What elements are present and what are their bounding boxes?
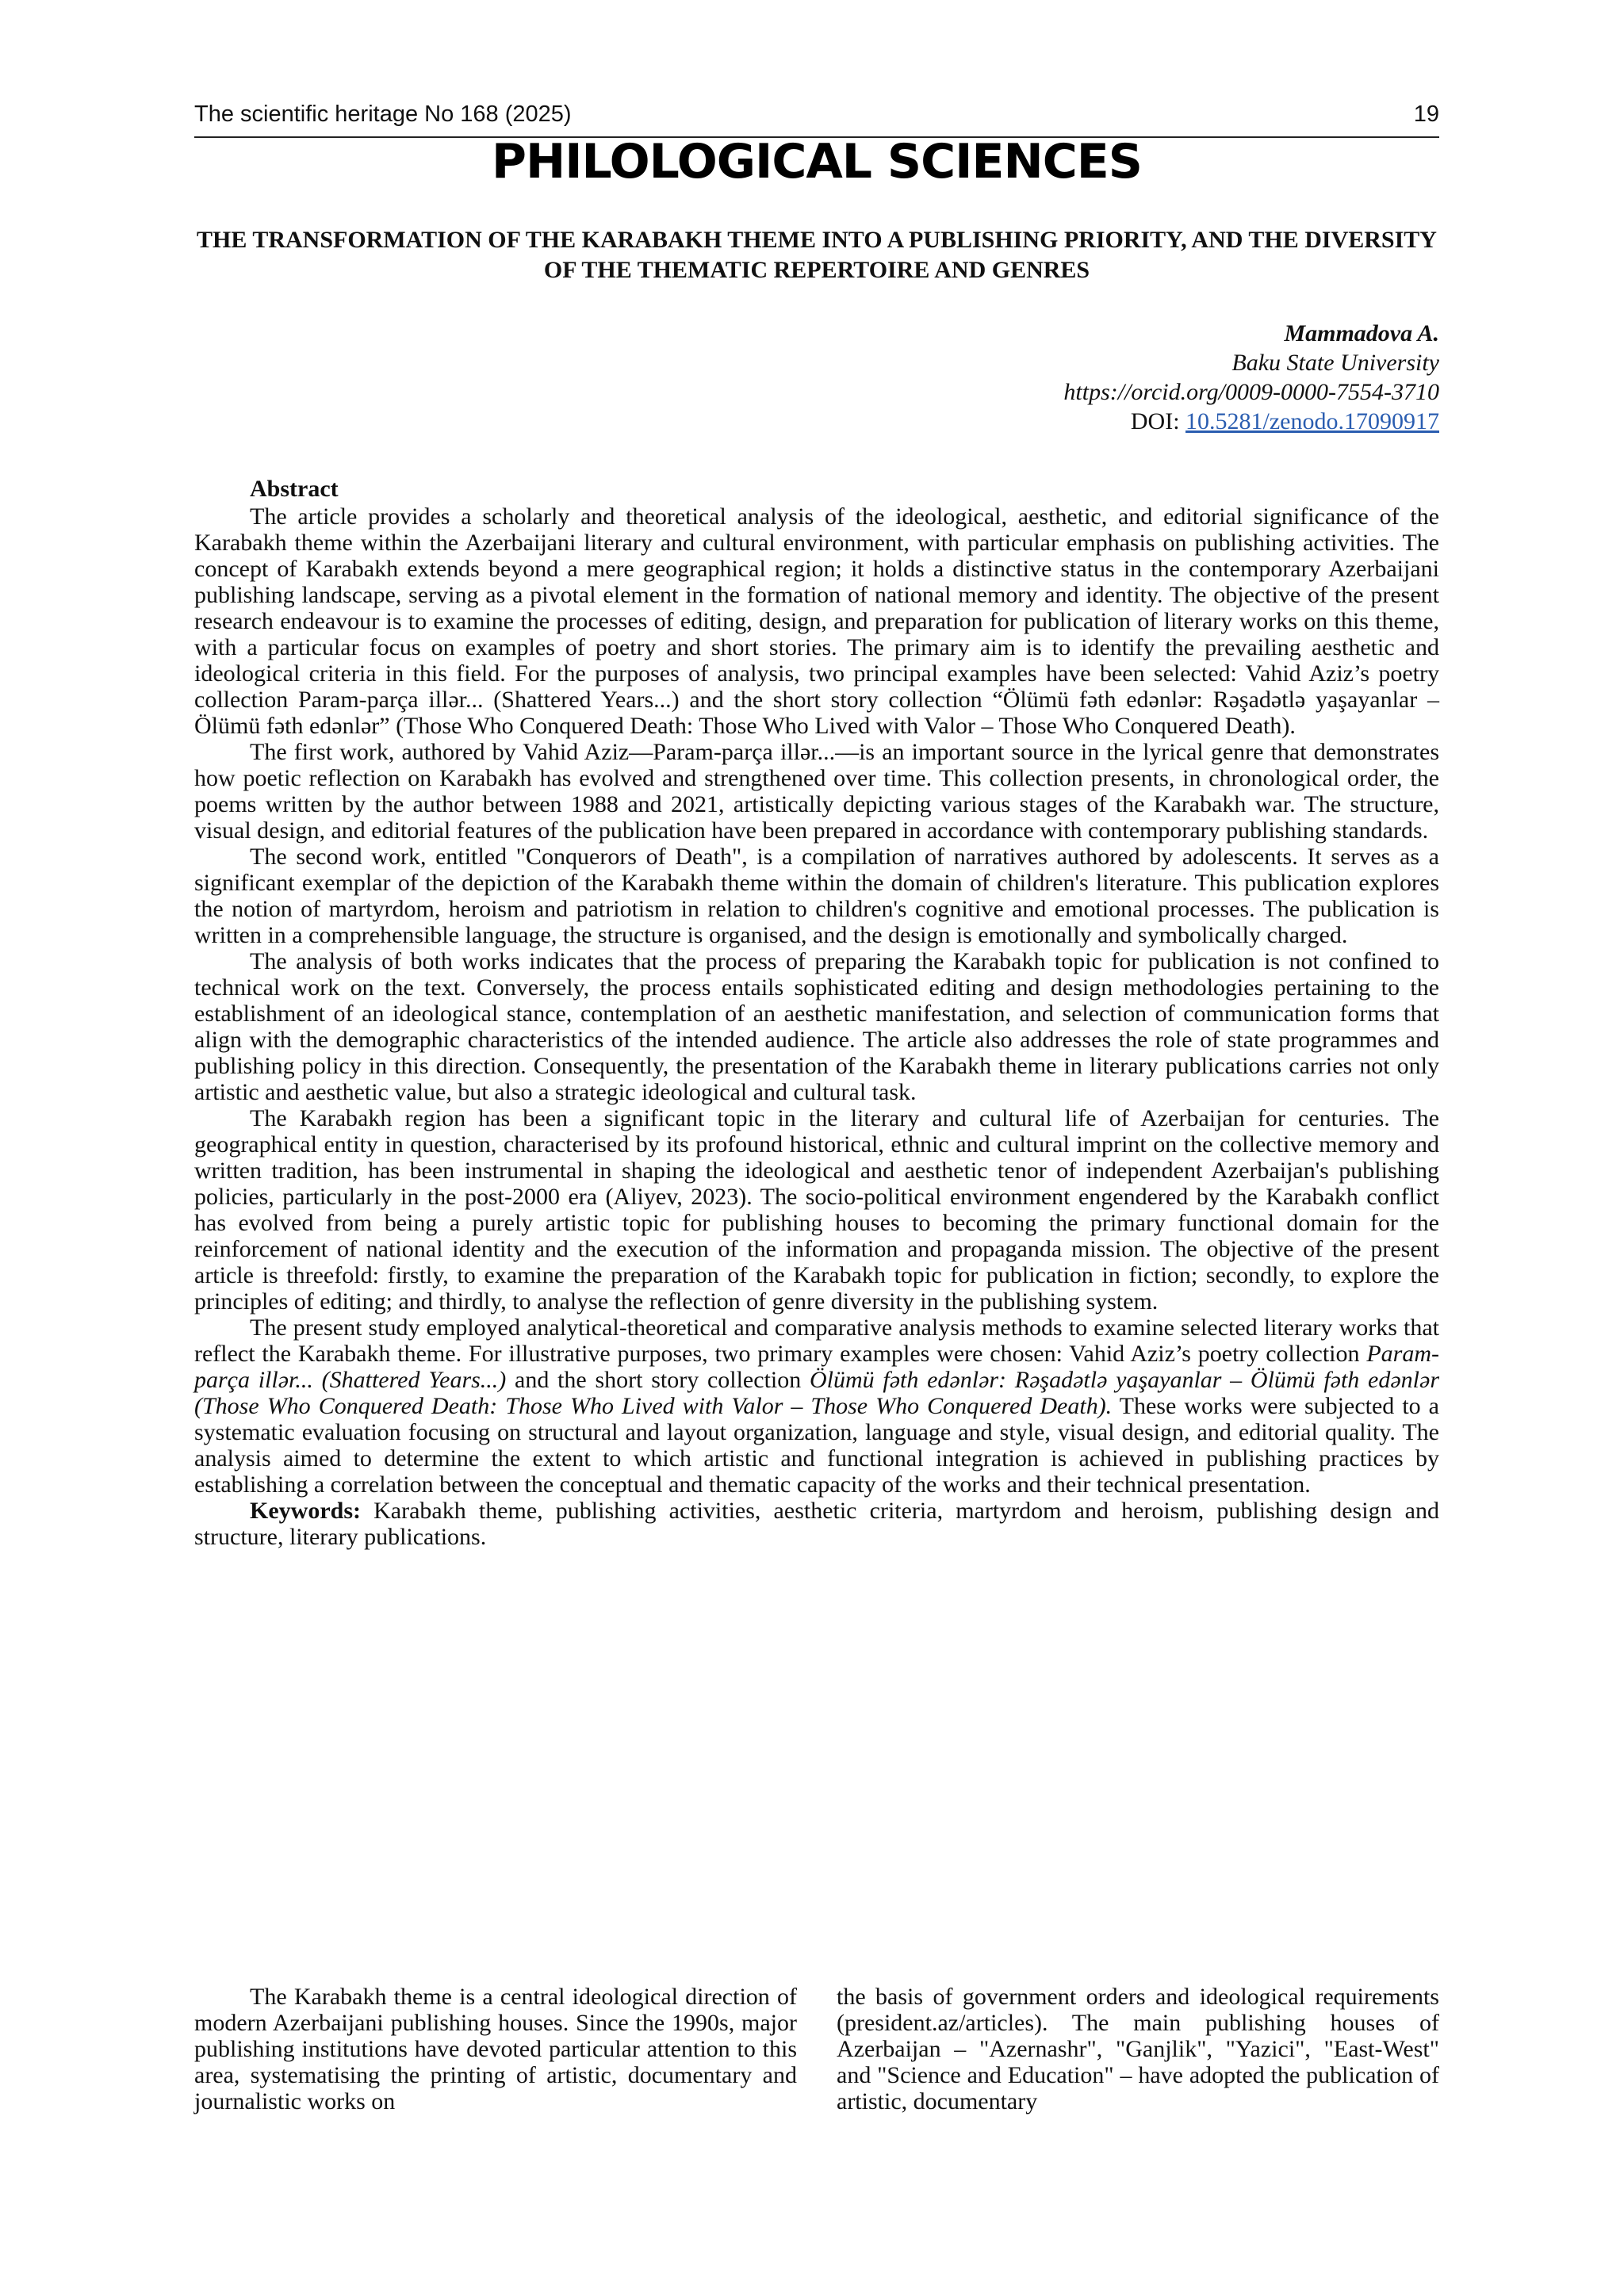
abstract-paragraph: The second work, entitled "Conquerors of Death", is a compilation of narratives authored by adolescents. It serves as a significant exemplar of the depiction of the Karabakh theme within the domain of children's literature. This publication explores the notion of martyrdom, heroism and patriotism in relation to children's cognitive and emotional processes. The publication is written in a comprehensible language, the structure is organised, and the design is emotionally and symbolically charged. [194, 844, 1439, 948]
body-column-left [194, 1984, 797, 2114]
author-affiliation: Baku State University [1231, 350, 1439, 376]
work-title-1: Param-parça illər... (Shattered Years...) [194, 1341, 1439, 1393]
abstract-paragraph-method [194, 1314, 1439, 1498]
author-orcid: https://orcid.org/0009-0000-7554-3710 [1063, 379, 1439, 405]
doi-line [1063, 407, 1439, 436]
page-number: 19 [1413, 101, 1439, 127]
body-columns [194, 1984, 1439, 2114]
author-block [1063, 319, 1439, 436]
abstract [194, 476, 1439, 1550]
method-text-before: The present study employed analytical-theoretical and comparative analysis methods to examine selected literary works that reflect the Karabakh theme. For illustrative purposes, two primary examples were chosen: Vahid Aziz’s poetry collection [194, 1314, 1439, 1367]
method-text-middle: and the short story collection [506, 1367, 810, 1393]
abstract-paragraph: The first work, authored by Vahid Aziz—Param-parça illər...—is an important source in the lyrical genre that demonstrates how poetic reflection on Karabakh has evolved and strengthened over time. This collection presents, in chronological order, the poems written by the author between 1988 and 2021, artistically depicting various stages of the Karabakh war. The structure, visual design, and editorial features of the publication have been prepared in accordance with contemporary publishing standards. [194, 739, 1439, 844]
abstract-paragraph: The article provides a scholarly and theoretical analysis of the ideological, aesthetic, and editorial significance of the Karabakh theme within the Azerbaijani literary and cultural environment, with particular emphasis on publishing activities. The concept of Karabakh extends beyond a mere geographical region; it holds a distinctive status in the contemporary Azerbaijani publishing landscape, serving as a pivotal element in the formation of national memory and identity. The objective of the present research endeavour is to examine the processes of editing, design, and preparation for publication of literary works on this theme, with a particular focus on examples of poetry and short stories. The primary aim is to identify the prevailing aesthetic and ideological criteria in this field. For the purposes of analysis, two principal examples have been selected: Vahid Aziz’s poetry collection Param-parça illər... (Shattered Years...) and the short story collection “Ölümü fəth edənlər: Rəşadətlə yaşayanlar – Ölümü fəth edənlər” (Those Who Conquered Death: Those Who Lived with Valor – Those Who Conquered Death). [194, 503, 1439, 739]
doi-label: DOI: [1130, 408, 1186, 434]
running-header [194, 98, 1439, 138]
body-paragraph: The Karabakh theme is a central ideological direction of modern Azerbaijani publishing houses. Since the 1990s, major publishing institutions have devoted particular attention to this area, systematising the printing of artistic, documentary and journalistic works on [194, 1984, 797, 2114]
abstract-heading: Abstract [250, 476, 339, 502]
section-title: PHILOLOGICAL SCIENCES [492, 134, 1142, 189]
keywords [194, 1498, 1439, 1550]
body-column-right [837, 1984, 1439, 2114]
method-text-after: These works were subjected to a systematic evaluation focusing on structural and layout organization, language and style, visual design, and editorial quality. The analysis aimed to determine the extent to which artistic and functional integration is achieved in publishing practices by establishing a correlation between the conceptual and thematic capacity of the works and their technical presentation. [194, 1393, 1439, 1498]
keywords-text: Karabakh theme, publishing activities, aesthetic criteria, martyrdom and heroism, publishing design and structure, literary publications. [194, 1498, 1439, 1550]
abstract-paragraph: The Karabakh region has been a significant topic in the literary and cultural life of Azerbaijan for centuries. The geographical entity in question, characterised by its profound historical, ethnic and cultural imprint on the collective memory and written tradition, has been instrumental in shaping the ideological and aesthetic tenor of independent Azerbaijan's publishing policies, particularly in the post-2000 era (Aliyev, 2023). The socio-political environment engendered by the Karabakh conflict has evolved from being a purely artistic topic for publishing houses to becoming the primary functional domain for the reinforcement of national identity and the execution of the information and propaganda mission. The objective of the present article is threefold: firstly, to examine the preparation of the Karabakh topic for publication in fiction; secondly, to explore the principles of editing; and thirdly, to analyse the reflection of genre diversity in the publishing system. [194, 1105, 1439, 1314]
doi-link[interactable]: 10.5281/zenodo.17090917 [1185, 408, 1439, 434]
author-name: Mammadova A. [1284, 320, 1439, 346]
work-title-2: Ölümü fəth edənlər: Rəşadətlə yaşayanlar – Ölümü fəth edənlər (Those Who Conquered Death: Those Who Lived with Valor – Those Who Conquered Death). [194, 1367, 1439, 1419]
abstract-paragraph: The analysis of both works indicates that the process of preparing the Karabakh topic for publication is not confined to technical work on the text. Conversely, the process entails sophisticated editing and design methodologies pertaining to the establishment of an ideological stance, contemplation of an aesthetic manifestation, and selection of communication forms that align with the demographic characteristics of the intended audience. The article also addresses the role of state programmes and publishing policy in this direction. Consequently, the presentation of the Karabakh theme in literary publications carries not only artistic and aesthetic value, but also a strategic ideological and cultural task. [194, 948, 1439, 1105]
journal-name: The scientific heritage No 168 (2025) [194, 101, 572, 127]
keywords-label: Keywords: [250, 1498, 361, 1524]
body-paragraph-continued: the basis of government orders and ideological requirements (president.az/articles). The main publishing houses of Azerbaijan – "Azernashr", "Ganjlik", "Yazici", "East-West" and "Science and Education" – have adopted the publication of artistic, documentary [837, 1984, 1439, 2114]
article-title: THE TRANSFORMATION OF THE KARABAKH THEME INTO A PUBLISHING PRIORITY, AND THE DIVERSITY OF THE THEMATIC REPERTOIRE AND GENRES [197, 227, 1437, 283]
